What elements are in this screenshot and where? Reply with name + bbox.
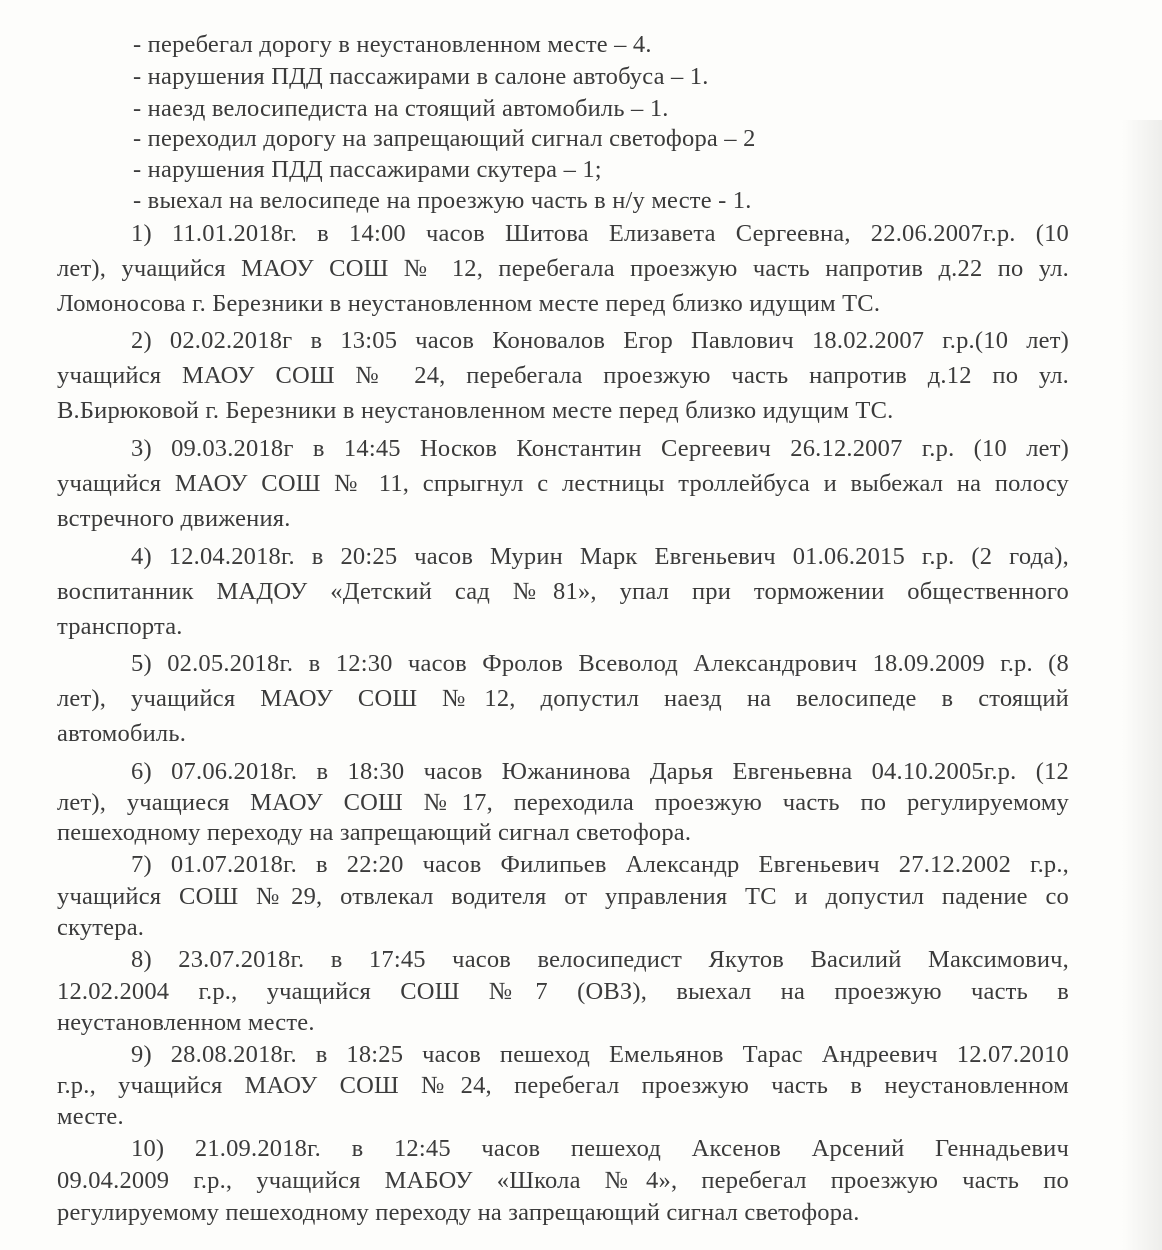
incident-6-line-1: 6) 07.06.2018г. в 18:30 часов Южанинова Дарья Евгеньевна 04.10.2005г.р. (12	[131, 758, 1069, 785]
incident-5-line-1: 5) 02.05.2018г. в 12:30 часов Фролов Всеволод Александрович 18.09.2009 г.р. (8	[131, 650, 1069, 677]
scan-shadow-edge	[1122, 120, 1162, 1250]
incident-10-line-2: 09.04.2009 г.р., учащийся МАБОУ «Школа №4», перебегал проезжую часть по	[57, 1167, 1069, 1194]
summary-bullet: - переходил дорогу на запрещающий сигнал светофора – 2	[133, 125, 756, 152]
incident-6-line-3: пешеходному переходу на запрещающий сигнал светофора.	[57, 819, 692, 846]
incident-2-line-1: 2) 02.02.2018г в 13:05 часов Коновалов Егор Павлович 18.02.2007 г.р.(10 лет)	[131, 327, 1069, 354]
incident-4-line-3: транспорта.	[57, 613, 183, 640]
incident-1-line-3: Ломоносова г. Березники в неустановленном месте перед близко идущим ТС.	[57, 290, 881, 317]
incident-7-line-2: учащийся СОШ №29, отвлекал водителя от управления ТС и допустил падение со	[57, 883, 1069, 910]
incident-9-line-2: г.р., учащийся МАОУ СОШ №24, перебегал проезжую часть в неустановленном	[57, 1072, 1069, 1099]
incident-1-line-1: 1) 11.01.2018г. в 14:00 часов Шитова Елизавета Сергеевна, 22.06.2007г.р. (10	[131, 220, 1069, 247]
incident-8-line-1: 8) 23.07.2018г. в 17:45 часов велосипедист Якутов Василий Максимович,	[131, 946, 1069, 973]
summary-bullet: - перебегал дорогу в неустановленном месте – 4.	[133, 31, 652, 58]
incident-4-line-1: 4) 12.04.2018г. в 20:25 часов Мурин Марк Евгеньевич 01.06.2015 г.р. (2 года),	[131, 543, 1069, 570]
incident-2-line-2: учащийся МАОУ СОШ № 24, перебегала проезжую часть напротив д.12 по ул.	[57, 362, 1069, 389]
incident-8-line-3: неустановленном месте.	[57, 1009, 315, 1036]
incident-4-line-2: воспитанник МАДОУ «Детский сад №81», упал при торможении общественного	[57, 578, 1069, 605]
incident-10-line-1: 10) 21.09.2018г. в 12:45 часов пешеход Аксенов Арсений Геннадьевич	[131, 1135, 1069, 1162]
incident-6-line-2: лет), учащиеся МАОУ СОШ №17, переходила проезжую часть по регулируемому	[57, 789, 1069, 816]
incident-5-line-2: лет), учащийся МАОУ СОШ №12, допустил наезд на велосипеде в стоящий	[57, 685, 1069, 712]
incident-5-line-3: автомобиль.	[57, 720, 187, 747]
incident-2-line-3: В.Бирюковой г. Березники в неустановленном месте перед близко идущим ТС.	[57, 397, 894, 424]
incident-9-line-1: 9) 28.08.2018г. в 18:25 часов пешеход Емельянов Тарас Андреевич 12.07.2010	[131, 1041, 1069, 1068]
summary-bullet: - выехал на велосипеде на проезжую часть в н/у месте - 1.	[133, 187, 752, 214]
summary-bullet: - нарушения ПДД пассажирами в салоне автобуса – 1.	[133, 63, 709, 90]
summary-bullet: - наезд велосипедиста на стоящий автомобиль – 1.	[133, 95, 669, 122]
incident-8-line-2: 12.02.2004 г.р., учащийся СОШ №7 (ОВЗ), выехал на проезжую часть в	[57, 978, 1069, 1005]
incident-1-line-2: лет), учащийся МАОУ СОШ № 12, перебегала проезжую часть напротив д.22 по ул.	[57, 255, 1069, 282]
incident-3-line-1: 3) 09.03.2018г в 14:45 Носков Константин Сергеевич 26.12.2007 г.р. (10 лет)	[131, 435, 1069, 462]
incident-3-line-2: учащийся МАОУ СОШ № 11, спрыгнул с лестницы троллейбуса и выбежал на полосу	[57, 470, 1069, 497]
summary-bullet: - нарушения ПДД пассажирами скутера – 1;	[133, 156, 602, 183]
incident-9-line-3: месте.	[57, 1103, 124, 1130]
incident-7-line-1: 7) 01.07.2018г. в 22:20 часов Филипьев Александр Евгеньевич 27.12.2002 г.р.,	[131, 851, 1069, 878]
incident-7-line-3: скутера.	[57, 914, 145, 941]
incident-10-line-3: регулируемому пешеходному переходу на запрещающий сигнал светофора.	[57, 1199, 860, 1226]
incident-3-line-3: встречного движения.	[57, 505, 291, 532]
